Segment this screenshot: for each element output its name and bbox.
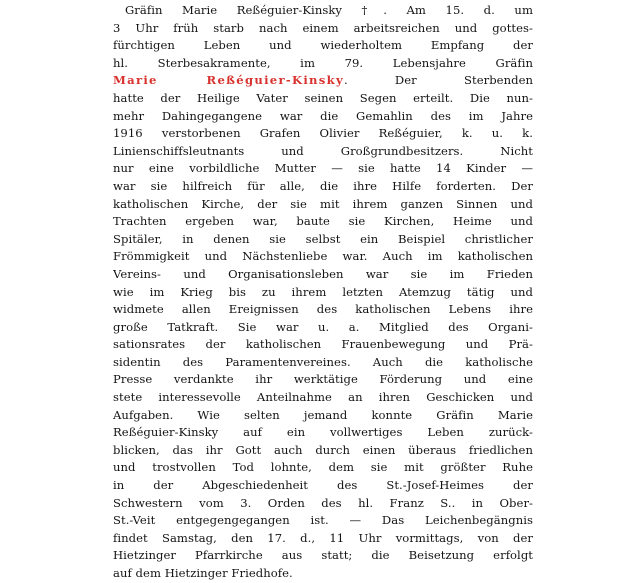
text-line	[113, 37, 533, 55]
text-segment: und trostvollen Tod lohnte, dem sie mit größter Ruhe	[113, 460, 533, 475]
text-segment: war sie hilfreich für alle, die ihre Hilfe forderten. Der	[113, 178, 533, 193]
text-segment: Trachten ergeben war, baute sie Kirchen, Heime und	[113, 214, 533, 229]
text-line	[113, 354, 533, 372]
text-segment: hl. Sterbesakramente, im 79. Lebensjahre Gräfin	[113, 55, 533, 70]
text-segment: stete interessevolle Anteilnahme an ihren Geschicken und	[113, 390, 533, 405]
text-line	[113, 565, 533, 583]
text-line	[113, 495, 533, 513]
text-segment: Reßéguier-Kinsky auf ein vollwertiges Leben zurück-	[113, 425, 533, 440]
text-line	[113, 389, 533, 407]
text-line	[113, 231, 533, 249]
text-segment: widmete allen Ereignissen des katholischen Lebens ihre	[113, 302, 533, 317]
text-segment: Schwestern vom 3. Orden des hl. Franz S.. in Ober-	[113, 495, 533, 510]
text-segment: wie im Krieg bis zu ihrem letzten Atemzug tätig und	[113, 284, 533, 299]
text-segment: mehr Dahingegangene war die Gemahlin des im Jahre	[113, 108, 533, 123]
text-segment: Frömmigkeit und Nächstenliebe war. Auch im katholischen	[113, 249, 533, 264]
text-line	[113, 459, 533, 477]
text-line	[113, 248, 533, 266]
text-line	[113, 125, 533, 143]
highlighted-name: Marie Reßéguier-Kinsky	[113, 73, 344, 88]
text-line	[113, 424, 533, 442]
text-segment: . Der Sterbenden	[343, 73, 533, 88]
text-line	[113, 213, 533, 231]
text-line	[113, 266, 533, 284]
text-segment: sidentin des Paramentenvereines. Auch die katholische	[113, 354, 533, 369]
text-segment: große Tatkraft. Sie war u. a. Mitglied des Organi-	[113, 319, 533, 334]
text-line	[113, 547, 533, 565]
text-segment: nur eine vorbildliche Mutter — sie hatte 14 Kinder —	[113, 161, 533, 176]
text-line	[113, 108, 533, 126]
text-segment: Spitäler, in denen sie selbst ein Beispiel christlicher	[113, 231, 533, 246]
text-line	[113, 284, 533, 302]
text-line	[113, 178, 533, 196]
text-line	[113, 371, 533, 389]
text-line	[113, 336, 533, 354]
text-segment: fürchtigen Leben und wiederholtem Empfang der	[113, 38, 533, 53]
text-segment: sationsrates der katholischen Frauenbewegung und Prä-	[113, 337, 533, 352]
text-segment: blicken, das ihr Gott auch durch einen überaus friedlichen	[113, 442, 533, 457]
text-line	[113, 90, 533, 108]
text-line	[113, 530, 533, 548]
text-line	[113, 160, 533, 178]
text-segment: 3 Uhr früh starb nach einem arbeitsreichen und gottes-	[113, 20, 533, 35]
text-line	[113, 72, 533, 90]
text-segment: findet Samstag, den 17. d., 11 Uhr vormittags, von der	[113, 530, 533, 545]
text-segment: St.-Veit entgegengegangen ist. — Das Leichenbegängnis	[113, 513, 533, 528]
obituary-column	[113, 2, 533, 580]
text-segment: hatte der Heilige Vater seinen Segen erteilt. Die nun-	[113, 90, 533, 105]
text-line	[113, 143, 533, 161]
text-line	[113, 442, 533, 460]
text-line	[113, 301, 533, 319]
text-line	[113, 407, 533, 425]
text-line	[113, 2, 533, 20]
text-segment: 1916 verstorbenen Grafen Olivier Reßéguier, k. u. k.	[113, 126, 533, 141]
text-segment: auf dem Hietzinger Friedhofe.	[113, 566, 293, 580]
text-line	[113, 512, 533, 530]
text-line	[113, 319, 533, 337]
text-segment: Aufgaben. Wie selten jemand konnte Gräfin Marie	[113, 407, 533, 422]
text-segment: in der Abgeschiedenheit des St.-Josef-Heimes der	[113, 478, 533, 493]
text-segment: Presse verdankte ihr werktätige Förderung und eine	[113, 372, 533, 387]
text-segment: Vereins- und Organisationsleben war sie im Frieden	[113, 266, 533, 281]
text-segment: Hietzinger Pfarrkirche aus statt; die Beisetzung erfolgt	[113, 548, 533, 563]
text-line	[113, 196, 533, 214]
text-segment: katholischen Kirche, der sie mit ihrem ganzen Sinnen und	[113, 196, 533, 211]
text-segment: Gräfin Marie Reßéguier-Kinsky †. Am 15. d. um	[125, 3, 533, 17]
text-segment: Linienschiffsleutnants und Großgrundbesitzers. Nicht	[113, 143, 533, 158]
text-line	[113, 20, 533, 38]
text-line	[113, 477, 533, 495]
text-line	[113, 55, 533, 73]
